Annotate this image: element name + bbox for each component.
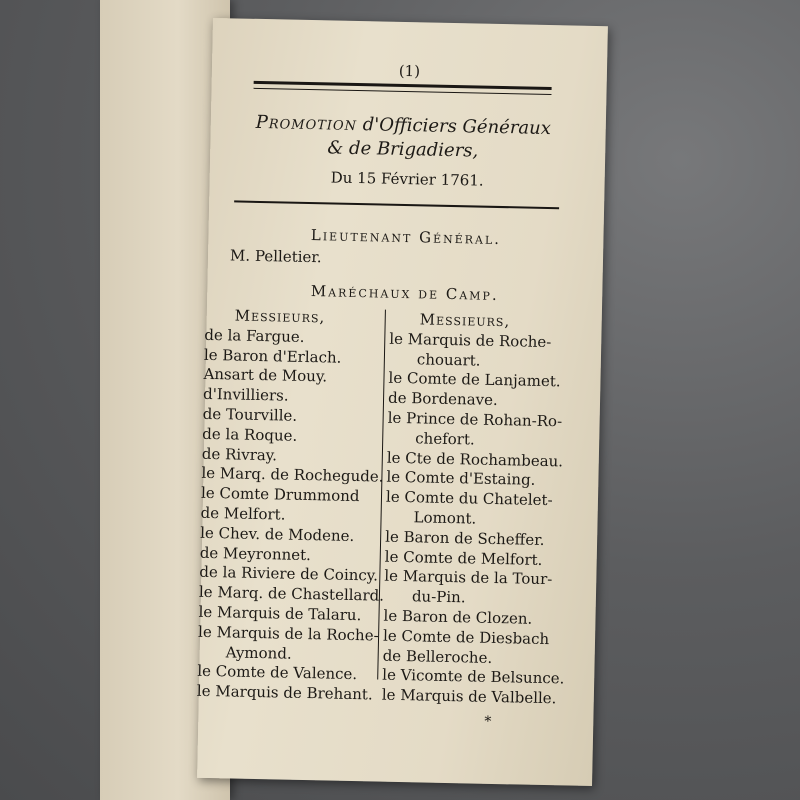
list-item: le Marquis de Talaru. — [198, 602, 362, 625]
section-heading-lieutenant: Lieutenant Général. — [310, 226, 502, 249]
footnote-mark: * — [484, 713, 492, 730]
list-item: le Baron de Scheffer. — [384, 527, 545, 549]
list-item: Ansart de Mouy. — [203, 365, 328, 386]
column-header: Messieurs, — [234, 306, 326, 327]
list-item: le Comte de Lanjamet. — [388, 369, 561, 391]
list-item: Aymond. — [225, 642, 292, 663]
title-line1-rest: d'Officiers Généraux — [356, 113, 552, 140]
page-title — [240, 111, 566, 166]
lieutenant-entry: M. Pelletier. — [229, 246, 322, 267]
list-item: de la Fargue. — [204, 325, 305, 346]
list-item: du-Pin. — [411, 587, 466, 607]
list-item: le Vicomte de Belsunce. — [382, 665, 565, 688]
list-item: le Marq. de Chastellard. — [198, 582, 385, 605]
list-item: le Baron d'Erlach. — [203, 345, 342, 367]
list-item: de Melfort. — [200, 503, 286, 524]
section-rule — [234, 200, 559, 209]
page-number: (1) — [398, 61, 421, 81]
list-item: le Marquis de la Tour- — [384, 567, 553, 589]
list-item: le Comte de Melfort. — [384, 547, 543, 569]
list-item: le Marquis de la Roche- — [197, 622, 379, 645]
list-item: le Marq. de Rochegude. — [201, 464, 384, 486]
list-item: le Comte de Valence. — [197, 662, 358, 684]
list-item: d'Invilliers. — [202, 385, 289, 405]
list-item: le Comte d'Estaing. — [386, 468, 536, 490]
list-item: le Marquis de Brehant. — [196, 681, 373, 704]
list-item: le Marquis de Valbelle. — [381, 685, 557, 708]
list-item: le Baron de Clozen. — [383, 606, 533, 628]
list-item: de la Roque. — [202, 424, 298, 445]
column-header: Messieurs, — [419, 310, 511, 331]
book-page — [197, 18, 608, 786]
list-item: le Marquis de Roche- — [389, 329, 552, 351]
list-item: le Chev. de Modene. — [200, 523, 355, 545]
list-item: le Comte de Diesbach — [382, 626, 550, 648]
date-line: Du 15 Février 1761. — [330, 168, 484, 190]
left-column — [197, 306, 385, 706]
section-heading-marechaux: Maréchaux de Camp. — [310, 282, 499, 304]
list-item: de Bordenave. — [387, 388, 498, 410]
list-item: de Rivray. — [201, 444, 278, 464]
list-item: de Belleroche. — [382, 646, 493, 667]
list-item: chefort. — [415, 429, 475, 449]
list-item: le Prince de Rohan-Ro- — [387, 408, 563, 431]
title-line2: & de Brigadiers, — [327, 137, 479, 162]
list-item: Lomont. — [413, 508, 477, 528]
list-item: de Meyronnet. — [199, 543, 312, 564]
list-item: le Comte du Chatelet- — [385, 487, 553, 510]
title-first-word: Promotion — [255, 111, 358, 135]
list-item: de Tourville. — [202, 404, 298, 425]
list-item: le Cte de Rochambeau. — [386, 448, 564, 470]
list-item: chouart. — [416, 349, 481, 370]
list-item: de la Riviere de Coincy. — [199, 563, 379, 585]
header-rule — [254, 81, 552, 95]
right-column — [382, 310, 580, 710]
list-item: le Comte Drummond — [200, 483, 360, 506]
